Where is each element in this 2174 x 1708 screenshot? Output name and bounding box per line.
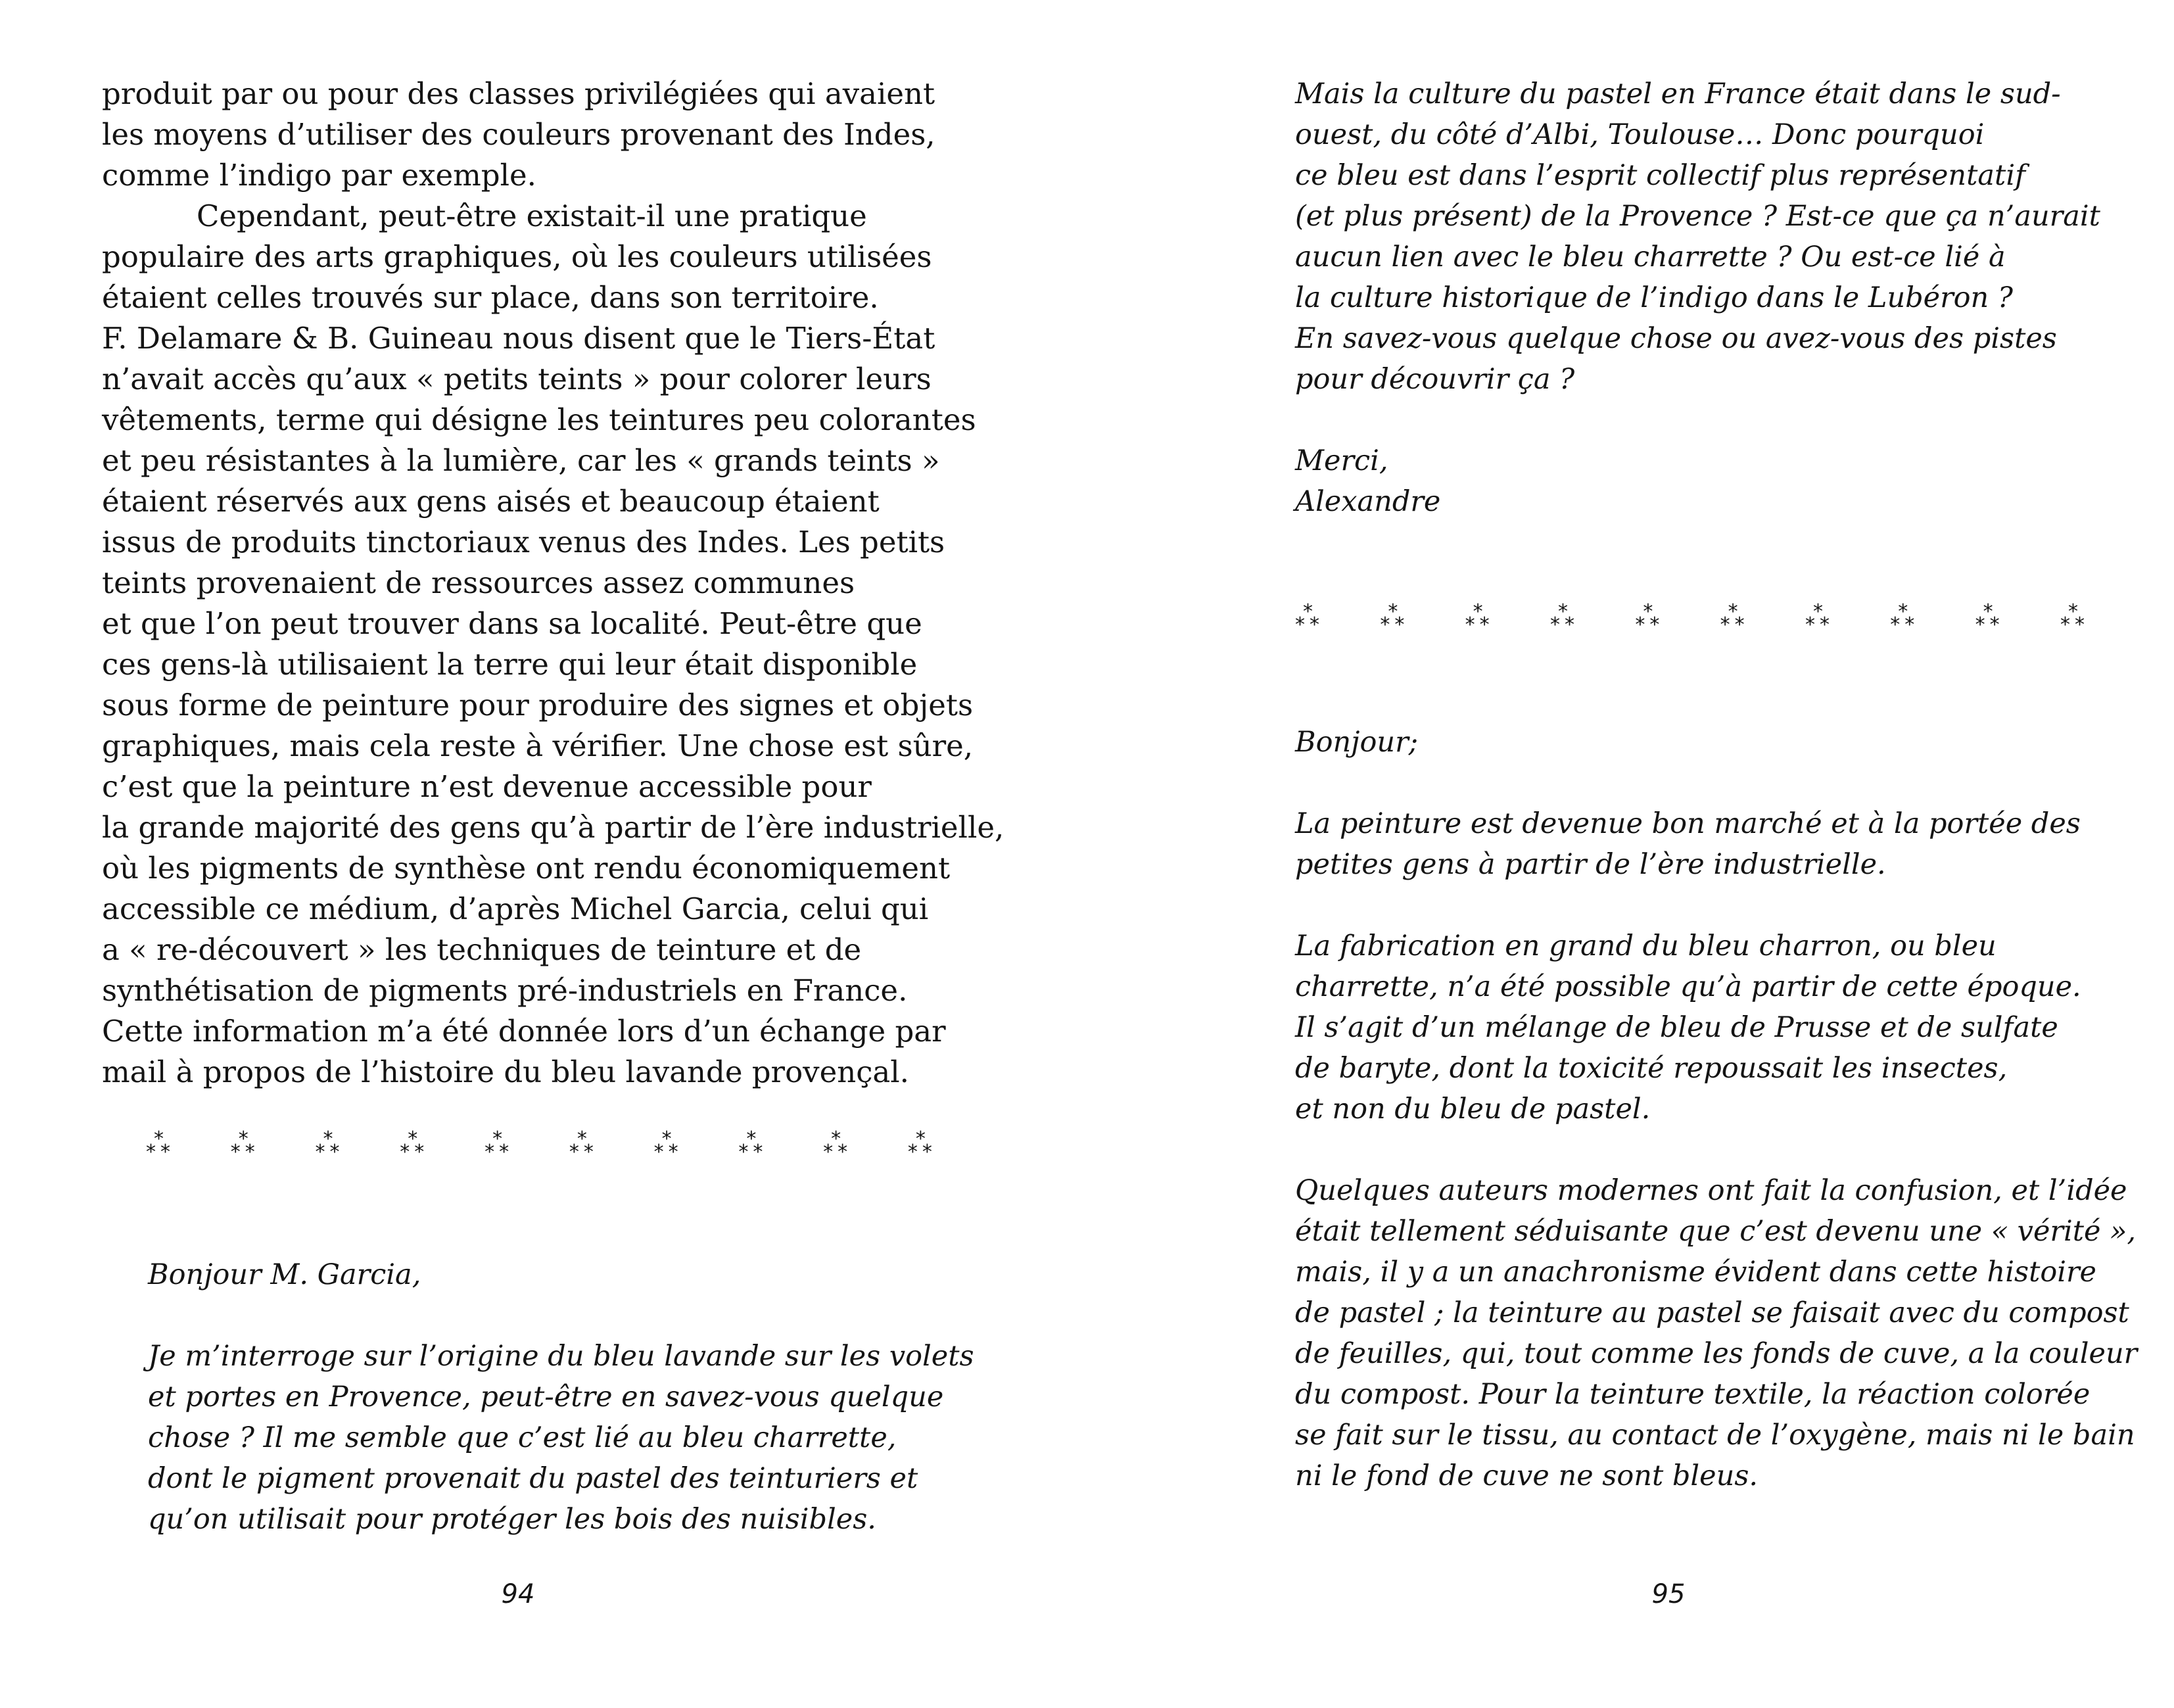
blank-line xyxy=(1295,400,2100,440)
text-line: ces gens-là utilisaient la terre qui leur était disponible xyxy=(102,647,918,682)
left-page xyxy=(0,0,1085,1708)
blank-line xyxy=(1295,763,2137,803)
text-line: et peu résistantes à la lumière, car les « grands teints » xyxy=(102,443,940,478)
asterism-icon: * * * xyxy=(315,1127,340,1164)
text-line: et non du bleu de pastel. xyxy=(1295,1093,1651,1126)
asterism-icon: * * * xyxy=(569,1127,594,1164)
text-line: La peinture est devenue bon marché et à la portée des xyxy=(1295,807,2081,840)
text-line: mais, il y a un anachronisme évident dans cette histoire xyxy=(1295,1256,2096,1289)
paragraph-start-line: Cependant, peut-être existait-il une pratique xyxy=(197,199,867,233)
text-line: La fabrication en grand du bleu charron, ou bleu xyxy=(1295,930,1997,962)
asterism-icon: * * * xyxy=(1295,600,1319,636)
text-line: la culture historique de l’indigo dans le Lubéron ? xyxy=(1295,281,2013,314)
asterism-icon: * * * xyxy=(1805,600,1830,636)
asterism-icon: * * * xyxy=(907,1127,932,1164)
text-line: ni le fond de cuve ne sont bleus. xyxy=(1295,1459,1759,1492)
text-line: Cette information m’a été donnée lors d’un échange par xyxy=(102,1014,946,1049)
letter-signature: Alexandre xyxy=(1295,485,1441,518)
text-line: Je m’interroge sur l’origine du bleu lavande sur les volets xyxy=(148,1340,974,1373)
text-line: teints provenaient de ressources assez communes xyxy=(102,565,855,600)
text-line: (et plus présent) de la Provence ? Est-ce que ça n’aurait xyxy=(1295,200,2100,233)
text-line: de feuilles, qui, tout comme les fonds de cuve, a la couleur xyxy=(1295,1337,2138,1370)
asterism-icon: * * * xyxy=(653,1127,678,1164)
text-line: pour découvrir ça ? xyxy=(1295,363,1575,396)
asterism-icon: * * * xyxy=(1975,600,2000,636)
asterism-icon: * * * xyxy=(1465,600,1490,636)
text-line: la grande majorité des gens qu’à partir de l’ère industrielle, xyxy=(102,810,1004,845)
text-line: synthétisation de pigments pré-industriels en France. xyxy=(102,973,908,1008)
asterism-icon: * * * xyxy=(1635,600,1660,636)
text-line: vêtements, terme qui désigne les teintures peu colorantes xyxy=(102,402,976,437)
text-line: n’avait accès qu’aux « petits teints » pour colorer leurs xyxy=(102,362,932,396)
text-line: Il s’agit d’un mélange de bleu de Prusse et de sulfate xyxy=(1295,1011,2058,1044)
text-line: F. Delamare & B. Guineau nous disent que le Tiers-État xyxy=(102,321,935,356)
left-body-text xyxy=(102,74,1004,1093)
asterism-icon: * * * xyxy=(2060,600,2085,636)
text-line: était tellement séduisante que c’est devenu une « vérité », xyxy=(1295,1215,2137,1248)
text-line: ce bleu est dans l’esprit collectif plus représentatif xyxy=(1295,159,2025,192)
asterism-icon: * * * xyxy=(400,1127,425,1164)
text-line: charrette, n’a été possible qu’à partir de cette époque. xyxy=(1295,970,2081,1003)
text-line: se fait sur le tissu, au contact de l’oxygène, mais ni le bain xyxy=(1295,1419,2135,1452)
text-line: du compost. Pour la teinture textile, la réaction colorée xyxy=(1295,1378,2091,1411)
right-page xyxy=(1085,0,2174,1708)
text-line: ouest, du côté d’Albi, Toulouse… Donc pourquoi xyxy=(1295,118,1985,151)
text-line: mail à propos de l’histoire du bleu lavande provençal. xyxy=(102,1055,909,1089)
text-line: chose ? Il me semble que c’est lié au bleu charrette, xyxy=(148,1421,897,1454)
asterism-icon: * * * xyxy=(146,1127,170,1164)
reply-salutation: Bonjour; xyxy=(1295,726,1419,759)
asterism-icon: * * * xyxy=(738,1127,763,1164)
blank-line xyxy=(1295,1129,2137,1170)
reply-from-garcia xyxy=(1295,722,2137,1496)
asterism-icon: * * * xyxy=(1380,600,1405,636)
asterism-icon: * * * xyxy=(1720,600,1745,636)
text-line: Quelques auteurs modernes ont fait la confusion, et l’idée xyxy=(1295,1174,2127,1207)
text-line: et que l’on peut trouver dans sa localité. Peut-être que xyxy=(102,606,922,641)
section-separator xyxy=(146,1129,938,1166)
text-line: dont le pigment provenait du pastel des teinturiers et xyxy=(148,1462,918,1495)
text-line: les moyens d’utiliser des couleurs provenant des Indes, xyxy=(102,117,935,152)
text-line: graphiques, mais cela reste à vérifier. Une chose est sûre, xyxy=(102,728,974,763)
letter-closing: Merci, xyxy=(1295,444,1388,477)
text-line: de baryte, dont la toxicité repoussait les insectes, xyxy=(1295,1052,2008,1085)
blank-line xyxy=(1295,885,2137,926)
asterism-icon: * * * xyxy=(230,1127,255,1164)
text-line: qu’on utilisait pour protéger les bois des nuisibles. xyxy=(148,1503,876,1536)
asterism-icon: * * * xyxy=(1549,600,1574,636)
letter-salutation: Bonjour M. Garcia, xyxy=(148,1258,421,1291)
text-line: comme l’indigo par exemple. xyxy=(102,158,536,193)
text-line: accessible ce médium, d’après Michel Garcia, celui qui xyxy=(102,891,929,926)
text-line: aucun lien avec le bleu charrette ? Ou est-ce lié à xyxy=(1295,241,2006,273)
text-line: En savez-vous quelque chose ou avez-vous des pistes xyxy=(1295,322,2057,355)
text-line: populaire des arts graphiques, où les couleurs utilisées xyxy=(102,239,932,274)
text-line: a « re-découvert » les techniques de teinture et de xyxy=(102,932,862,967)
text-line: où les pigments de synthèse ont rendu économiquement xyxy=(102,851,951,886)
letter-to-garcia xyxy=(148,1254,974,1540)
text-line: étaient réservés aux gens aisés et beaucoup étaient xyxy=(102,484,880,519)
text-line: de pastel ; la teinture au pastel se faisait avec du compost xyxy=(1295,1296,2129,1329)
text-line: c’est que la peinture n’est devenue accessible pour xyxy=(102,769,872,804)
asterism-icon: * * * xyxy=(823,1127,848,1164)
text-line: étaient celles trouvés sur place, dans son territoire. xyxy=(102,280,879,315)
text-line: produit par ou pour des classes privilégiées qui avaient xyxy=(102,76,935,111)
text-line: et portes en Provence, peut-être en savez-vous quelque xyxy=(148,1381,944,1413)
page-number: 94 xyxy=(501,1579,535,1609)
asterism-icon: * * * xyxy=(1890,600,1915,636)
text-line: issus de produits tinctoriaux venus des Indes. Les petits xyxy=(102,525,945,559)
text-line: petites gens à partir de l’ère industrielle. xyxy=(1295,848,1886,881)
page-number: 95 xyxy=(1651,1579,1686,1609)
section-separator xyxy=(1295,602,2091,639)
letter-continued xyxy=(1295,74,2100,522)
asterism-icon: * * * xyxy=(484,1127,509,1164)
text-line: Mais la culture du pastel en France était dans le sud- xyxy=(1295,78,2061,110)
text-line: sous forme de peinture pour produire des signes et objets xyxy=(102,688,974,723)
blank-line xyxy=(148,1295,974,1336)
